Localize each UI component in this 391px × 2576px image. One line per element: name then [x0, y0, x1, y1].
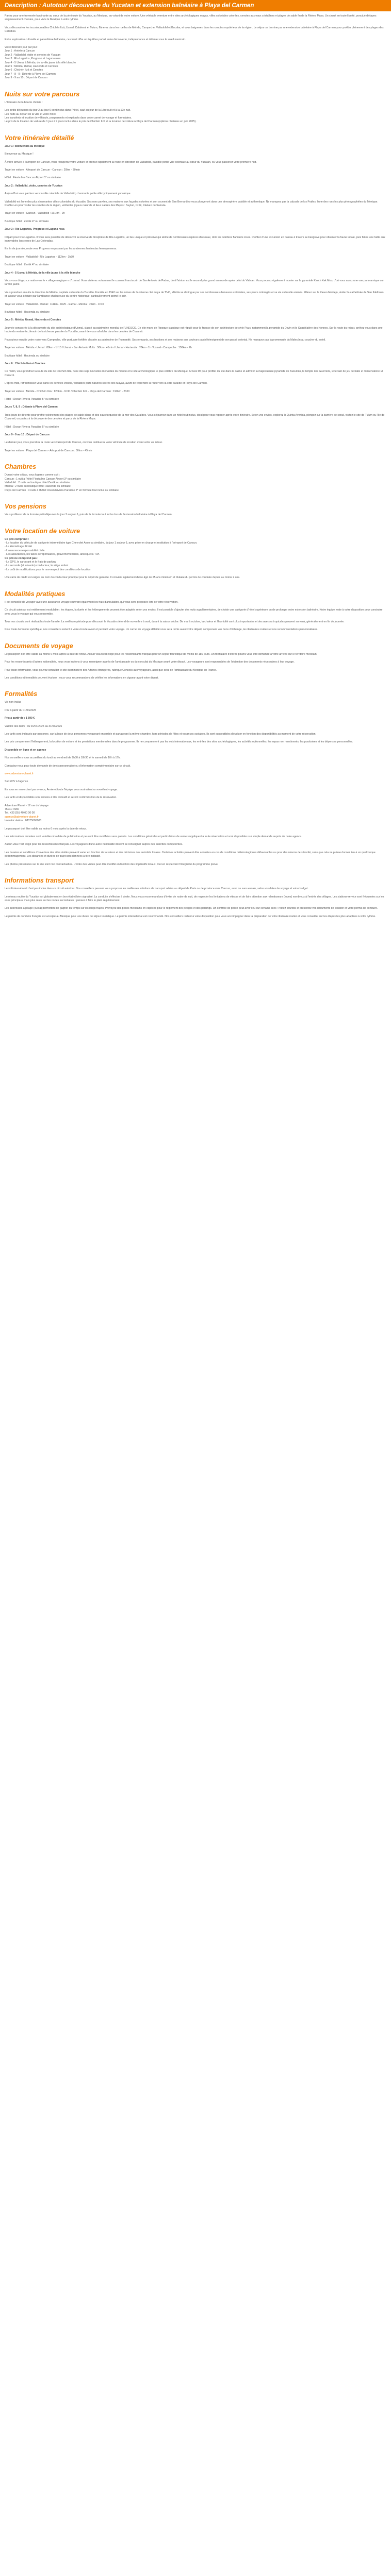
day-paragraph: Trajet en voiture : Mérida - Uxmal : 80km - 1h15 / Uxmal - San Antonio Mulix : 50km - 45min / Uxmal - Hacienda : 70km - 1h / Uxmal - Campeche : 150km - 2h: [5, 346, 192, 350]
section-heading-rooms: Chambres: [5, 463, 37, 471]
day-paragraph: Boutique hôtel : Zentik 4* ou similaire: [5, 219, 49, 223]
section-heading-itinerary: Votre itinéraire détaillé: [5, 134, 74, 142]
formalites-paragraph: Les prix comprennent l'hébergement, la location de voiture et les prestations mentionnées dans le programme. Ils ne comprennent pas les vols internationaux, les entrées des sites archéologiques, les activités optionnelles, les repas non mentionnés, les pourboires et les dépenses personnelles.: [5, 740, 353, 744]
program-line: Jour 2 : Valladolid, visite et cenotes de Yucatan: [5, 53, 61, 57]
modalites-paragraph: Pour toute demande spécifique, nos conseillers restent à votre écoute avant et pendant votre voyage. Un carnet de voyage détaillé vous sera remis avant votre départ, comprenant vos bons d'échange, les itinéraires routiers et nos recommandations personnalisées.: [5, 628, 318, 632]
itinerary-day: [5, 433, 386, 453]
itinerary-day: [5, 362, 386, 401]
day-paragraph: Aujourd'hui vous partirez vers la ville coloniale de Valladolid, charmante petite ville typiquement yucatèque.: [5, 192, 132, 196]
section-heading-documents: Documents de voyage: [5, 642, 73, 650]
car-line: - La location du véhicule de catégorie intermédiaire type Chevrolet Aveo ou similaire, du jour 1 au jour 6, avec prise en charge et restitution à l'aéroport de Cancun.: [5, 541, 198, 545]
itinerary-day: [5, 405, 386, 429]
day-paragraph: À votre arrivée à l'aéroport de Cancun, vous récupérez votre voiture et prenez rapidement la route en direction de Valladolid, paisible petite ville coloniale au cœur du Yucatán, où vous passerez votre première nuit.: [5, 160, 257, 164]
intro-paragraph: Partez pour une traversée fascinante au cœur de la péninsule du Yucatán, au Mexique, au volant de votre voiture. Une véritable aventure entre sites archéologiques mayas, villes coloniales colorées, cenotes aux eaux cristallines et plages de sable fin de la Riviera Maya. Un circuit en toute liberté, ponctué d'étapes soigneusement choisies, pour vivre le Mexique à votre rythme.: [5, 14, 377, 22]
email-link[interactable]: agence@adventure-planet.fr: [5, 815, 39, 819]
car-line: - Le GPS, le carburant et le frais de parking: [5, 561, 56, 564]
intro-paragraph: Entre exploration culturelle et parenthèse balnéaire, ce circuit offre un équilibre parfait entre découverte, indépendance et détente sous le soleil mexicain.: [5, 38, 186, 41]
program-line: Votre itinéraire jour par jour :: [5, 46, 39, 49]
program-line: Jour 1 : Arrivée à Cancun: [5, 49, 35, 53]
rooms-line: Cancun : 1 nuit à l'hôtel Fiesta Inn Cancun Airport 3* ou similaire: [5, 477, 82, 481]
car-line: - L'assurance responsabilité civile: [5, 549, 45, 552]
contact-paragraph: Sur RDV à l'agence: [5, 780, 28, 784]
legal-paragraph: Le passeport doit être valide au moins 6 mois après la date de retour.: [5, 827, 87, 831]
legal-paragraph: Les photos présentées sur le site sont non contractuelles. L'ordre des visites peut être modifié en fonction des impératifs locaux, tout en respectant l'intégralité du programme prévu.: [5, 862, 219, 866]
intro-paragraph: Vous découvrirez les incontournables Chichén Itzá, Uxmal, Calakmul et Tulum, flânerez dans les ruelles de Mérida, Campeche, Valladolid et Bacalar, et vous baignerez dans les cenotes mystérieux de la région. Le séjour se termine par une extension balnéaire à Playa del Carmen pour profiter pleinement des plages des Caraïbes.: [5, 26, 384, 33]
car-line: - Le kilométrage illimité: [5, 545, 32, 549]
modalites-paragraph: Il est conseillé de voyager avec une assurance voyage couvrant également les frais d'annulation, qui vous sera proposée lors de votre réservation.: [5, 600, 178, 604]
day-paragraph: Trajet en voiture : Mérida - Chichén Itzá : 120km - 1h30 / Chichén Itzá - Playa del Carmen : 190km - 2h30: [5, 389, 130, 393]
modalites-paragraph: Ce circuit autotour est entièrement modulable : les étapes, la durée et les hébergements peuvent être adaptés selon vos envies. Il est possible d'ajouter des nuits supplémentaires, de choisir une catégorie d'hôtel supérieure ou de prolonger votre extension balnéaire. Notre équipe reste à votre disposition pour construire avec vous le voyage qui vous ressemble.: [5, 608, 383, 616]
transport-section: [5, 887, 386, 919]
rooms-line: Valladolid : 2 nuits au boutique hôtel Zentik ou similaire: [5, 481, 70, 484]
day-paragraph: L'après-midi, rafraîchissez-vous dans les cenotes voisins, véritables puits naturels sacrés des Mayas, avant de reprendre la route vers la côte caraïbe et Playa del Carmen.: [5, 382, 208, 385]
page-title: Description : Autotour découverte du Yucatan et extension balnéaire à Playa del Carmen: [0, 0, 391, 11]
documents-paragraph: Les conditions et formalités peuvent évoluer ; nous vous recommandons de vérifier les informations en vigueur avant votre départ.: [5, 676, 159, 680]
transport-paragraph: Le vol international n'est pas inclus dans ce circuit autotour. Nos conseillers peuvent vous proposer les meilleures solutions de transport aérien au départ de Paris ou de province vers Cancun, avec ou sans escale, selon vos dates de voyage et votre budget.: [5, 887, 308, 891]
itinerary-day: [5, 228, 386, 267]
rooms-line: Mérida : 2 nuits au boutique hôtel Hacienda ou similaire: [5, 485, 71, 488]
contact-section: [5, 749, 386, 823]
pension-paragraph: Vous profiterez de la formule petit-déjeuner du jour 2 au jour 6, puis de la formule tout inclus lors de l'extension balnéaire à Playa del Carmen.: [5, 513, 173, 517]
section-heading-car: Votre location de voiture: [5, 527, 80, 535]
section-heading-modalites: Modalités pratiques: [5, 590, 66, 598]
section-heading-transport: Informations transport: [5, 877, 74, 885]
itinerary-day: [5, 184, 386, 224]
car-line: Ce prix comprend :: [5, 537, 29, 541]
day-paragraph: Trois jours de détente pour profiter pleinement des plages de sable blanc et des eaux turquoise de la mer des Caraïbes. Vous séjournez dans un hôtel tout inclus, idéal pour vous reposer après votre itinéraire. Selon vos envies, explorez la Quinta Avenida, plongez sur la barrière de corail, visitez le site de Tulum ou l'île de Cozumel, ou partez à la découverte des cenotes et parcs de la Riviera Maya.: [5, 413, 385, 421]
legal-section: [5, 827, 386, 867]
section-heading-pension: Vos pensions: [5, 503, 46, 511]
rooms-line: Playa del Carmen : 3 nuits à l'hôtel Ocean Riviera Paradise 5* en formule tout inclus ou similaire: [5, 488, 119, 492]
formalites-section: [5, 701, 386, 744]
nights-line: Le prix de la location de voiture de 1 jour à 9 jours inclus dans le prix de Chichén Itzá et la location de voiture à Playa del Carmen (options réalisées en juin 2025).: [5, 120, 197, 124]
day-paragraph: Vous prendrez ensuite la direction de Mérida, capitale culturelle du Yucatán. Fondée en 1542 sur les ruines de l'ancienne cité maya de T'Hó, Mérida se distingue par ses nombreuses demeures coloniales, ses parcs ombragés et sa vie culturelle animée. Flânez sur le Paseo Montejo, visitez la cathédrale de San Ildefonso et laissez-vous séduire par l'ambiance chaleureuse du centre historique, particulièrement animé le soir.: [5, 291, 384, 298]
website-link[interactable]: www.adventure-planet.fr: [5, 772, 34, 775]
day-paragraph: Trajet en voiture : Valladolid - Izamal : 111km - 1h25 - Izamal - Mérida : 70km - 1h10: [5, 302, 104, 306]
documents-paragraph: Pour toute information, vous pouvez consulter le site du ministère des Affaires étrangères, rubrique Conseils aux voyageurs, ainsi que celui de l'ambassade du Mexique en France.: [5, 668, 217, 672]
car-line: - La seconde (et suivants) conducteur, le siège enfant: [5, 564, 69, 568]
contact-paragraph: Contactez-nous pour toute demande de devis personnalisé ou d'information complémentaire sur ce circuit.: [5, 764, 131, 768]
program-line: Jour 6 : Chichén Itzá et Cenotes: [5, 69, 43, 72]
day-paragraph: Vous vous dirigez ce matin vers le « village magique » d'Izamal. Vous visiterez notamment le couvent franciscain de San Antonio de Padua, dont l'atrium est le second plus grand au monde après celui du Vatican. Vous pourrez également monter sur la pyramide Kinich Kak Moo, d'où vous aurez une vue panoramique sur la ville jaune.: [5, 279, 384, 286]
transport-paragraph: Le réseau routier du Yucatán est globalement en bon état et bien signalisé. La conduite s'effectue à droite. Nous vous recommandons d'éviter de rouler de nuit, de respecter les limitations de vitesse et de faire attention aux ralentisseurs (topes) nombreux à l'entrée des villages. Les stations-service sont fréquentes sur les axes principaux mais plus rares sur les routes secondaires : pensez à faire le plein régulièrement.: [5, 895, 384, 902]
day-paragraph: Le dernier jour, vous prendrez la route vers l'aéroport de Cancun, où vous restituerez votre véhicule de location avant votre vol retour.: [5, 441, 163, 445]
day-heading: Jour 6 : Chichén Itzá et Cenotes: [5, 362, 45, 365]
nights-lines: [5, 109, 386, 124]
day-paragraph: Départ pour Río Lagartos. Il vous sera possible de découvrir la réserve de biosphère de Ría Lagartos, un lieu unique et préservé qui abrite de nombreuses espèces d'oiseaux, dont les célèbres flamants roses. Profitez d'une excursion en bateau à travers la mangrove pour observer la faune locale, puis faites une halte aux incroyables lacs roses de Las Coloradas.: [5, 235, 385, 243]
car-line: - Les assurances, les taxes aéroportuaires, gouvernementales, ainsi que la TVA: [5, 553, 100, 556]
day-heading: Jour 4 - 5 Uxmal à Mérida, de la ville jaune à la ville blanche: [5, 271, 80, 275]
section-heading-nights: Nuits sur votre parcours: [5, 90, 80, 98]
nights-line: Les petits déjeuners du jour 2 au jour 6 sont inclus dans l'hôtel, sauf au jour de la 1ère nuit et à la 10e nuit.: [5, 109, 131, 112]
transport-paragraph: Les autoroutes à péage (cuota) permettent de gagner du temps sur les longs trajets. Prévoyez des pesos mexicains en espèces pour le règlement des péages et des parkings. Un contrôle de police peut avoir lieu sur certains axes : restez courtois et présentez vos documents de location et votre permis de conduire.: [5, 907, 378, 910]
car-line: - Le coût de modifications pour le non-respect des conditions de location: [5, 568, 91, 571]
price-from: Prix à partir de : 1 590 €: [5, 717, 35, 720]
itinerary-day: [5, 318, 386, 358]
day-paragraph: Valladolid est l'une des plus charmantes villes coloniales du Yucatán. Ses rues pavées, ses maisons aux façades colorées et son couvent de San Bernardino vous plongeront dans une atmosphère paisible et authentique. Ne manquez pas la calzada de los Frailes, l'une des rues les plus photographiées du Mexique. Profitez-en pour visiter les cenotes de la région, véritables joyaux naturels et lieux sacrés des Mayas : Suytun, Ik Kil, Xkeken ou Samula.: [5, 200, 378, 207]
day-paragraph: Boutique hôtel : Hacienda ou similaire: [5, 311, 50, 314]
car-paragraph: Une carte de crédit est exigée au nom du conducteur principal pour le dépôt de garantie. Il convient également d'être âgé de 25 ans minimum et titulaire du permis de conduire depuis au moins 2 ans.: [5, 576, 240, 580]
intro: [5, 14, 386, 42]
day-paragraph: Trajet en voiture : Aéroport de Cancun - Cancun : 20km - 30min: [5, 168, 80, 172]
agency-line: Adventure Planet - 12 rue du Voyage: [5, 804, 49, 807]
program-line: Jour 3 : Río Lagartos, Progreso et Laguna rosa: [5, 57, 61, 61]
day-paragraph: Hôtel : Ocean Riviera Paradise 5* ou similaire: [5, 425, 59, 429]
day-paragraph: Poursuivez ensuite votre route vers Campeche, ville portuaire fortifiée classée au patrimoine de l'humanité. Ses remparts, ses bastions et ses maisons aux couleurs pastel témoignent de son passé colonial. Ne manquez pas la promenade du Malecón au coucher du soleil.: [5, 338, 326, 342]
nights-paragraph: L'itinéraire de la boucle choisie :: [5, 100, 43, 104]
documents-paragraph: Pour les ressortissants d'autres nationalités, nous vous invitons à vous renseigner auprès de l'ambassade ou du consulat du Mexique avant votre départ. Les voyageurs sont responsables de l'obtention des documents nécessaires à leur voyage.: [5, 660, 295, 664]
nights-line: Les nuits au départ de la ville et votre hôtel.: [5, 112, 57, 116]
itinerary-day: [5, 272, 386, 315]
contact-label: Disponible en ligne et en agence: [5, 748, 46, 752]
itinerary-day: [5, 145, 386, 180]
contact-paragraph: Les tarifs et disponibilités sont donnés à titre indicatif et seront confirmés lors de la réservation.: [5, 796, 117, 800]
legal-paragraph: Les horaires et conditions d'ouverture des sites visités peuvent varier en fonction de la saison et des décisions des autorités locales. Certaines activités peuvent être annulées en cas de conditions météorologiques défavorables ou pour des raisons de sécurité, sans que cela ne puisse donner lieu à un quelconque dédommagement. Les distances et durées de trajet sont données à titre indicatif.: [5, 851, 376, 858]
modalites-paragraph: Tous nos circuits sont réalisables toute l'année. La meilleure période pour découvrir le Yucatán s'étend de novembre à avril, durant la saison sèche. De mai à octobre, la chaleur et l'humidité sont plus importantes et des averses tropicales peuvent survenir, généralement en fin de journée.: [5, 620, 345, 623]
formalites-paragraph: Les tarifs sont indiqués par personne, sur la base de deux personnes voyageant ensemble et partageant la même chambre, hors périodes de fêtes et vacances scolaires. Ils sont susceptibles d'évoluer en fonction des disponibilités au moment de votre réservation.: [5, 732, 316, 736]
rooms-section: [5, 473, 386, 493]
contact-paragraph: En vous en remerciant par avance, Annie et toute l'équipe vous souhaitent un excellent voyage.: [5, 788, 118, 791]
nights-section: [5, 101, 386, 124]
agency-line: 75011 Paris: [5, 808, 19, 811]
day-paragraph: En fin de journée, route vers Progreso en passant par les anciennes haciendas henequeneras.: [5, 247, 117, 251]
day-paragraph: Journée consacrée à la découverte du site archéologique d'Uxmal, classé au patrimoine mondial de l'UNESCO. Ce site maya de l'époque classique est réputé pour la finesse de son architecture de style Puuc, notamment la pyramide du Devin et le Quadrilatère des Nonnes. Sur la route du retour, arrêtez-vous dans une hacienda restaurée, témoin de la richesse passée du Yucatán, avant de vous rafraîchir dans les cenotes de Cuzamá.: [5, 326, 383, 334]
formalites-paragraph: Prix à partir du 01/04/2025: [5, 708, 37, 712]
day-paragraph: Trajet en voiture : Valladolid - Río Lagartos - 112km - 1h30: [5, 255, 74, 259]
day-paragraph: Bienvenue au Mexique !: [5, 152, 34, 156]
program-line: Jour 4 - 5 Uxmal à Mérida, de la ville jaune à la ville blanche: [5, 61, 76, 64]
transport-paragraph: Le permis de conduire français est accepté au Mexique pour une durée de séjour touristique. Le permis international est recommandé. Nos conseillers restent à votre disposition pour vous accompagner dans la préparation de votre itinéraire routier et vous conseiller sur les étapes les plus adaptées à votre rythme.: [5, 914, 376, 918]
day-paragraph: Trajet en voiture : Playa del Carmen - Aéroport de Cancun : 50km - 45min: [5, 449, 92, 452]
section-heading-formalites: Formalités: [5, 690, 38, 698]
agency-address: [5, 804, 386, 823]
main-content: [0, 11, 391, 919]
program-line: Jour 5 : Mérida, Uxmal, Hacienda et Cenotes: [5, 65, 58, 69]
formalites-paragraph: Validité des tarifs : du 01/04/2025 au 31/03/2026: [5, 724, 62, 728]
program-list: [5, 46, 386, 80]
documents-paragraph: Le passeport doit être valide au moins 6 mois après la date de retour. Aucun visa n'est exigé pour les ressortissants français pour un séjour touristique de moins de 180 jours. Un formulaire d'entrée pourra vous être demandé à votre arrivée sur le territoire mexicain.: [5, 652, 318, 656]
car-section: [5, 538, 386, 572]
legal-paragraph: Les informations données sont valables à la date de publication et peuvent être modifiées sans préavis. Les conditions générales et particulières de vente s'appliquent à toute réservation et sont disponibles sur simple demande auprès de notre agence.: [5, 835, 302, 839]
day-paragraph: Boutique hôtel : Hacienda ou similaire: [5, 354, 50, 358]
nights-line: Les transferts et location de véhicule, programmés et expliqués dans votre carnet de voyage et formulaires.: [5, 116, 132, 120]
rooms-line: Durant votre séjour, vous logerez comme suit :: [5, 473, 60, 477]
program-line: Jour 7 - 8 - 9 : Detente à Playa del Carmen: [5, 72, 56, 76]
day-paragraph: Trajet en voiture : Cancun - Valladolid : 161km - 2h: [5, 212, 65, 215]
formalites-paragraph: Vol non inclus: [5, 701, 22, 704]
agency-line: Immatriculation : IM075000000: [5, 819, 42, 823]
itinerary-days: [5, 145, 386, 453]
day-heading: Jour 5 : Mérida, Uxmal, Hacienda et Cenotes: [5, 318, 61, 322]
day-heading: Jours 7, 8, 9 : Détente à Playa del Carmen: [5, 405, 58, 409]
legal-paragraph: Aucun visa n'est exigé pour les ressortissants français. Les voyageurs d'une autre nationalité doivent se renseigner auprès des autorités compétentes.: [5, 843, 183, 846]
day-heading: Jour 2 : Valladolid, visite, cenotes de Yucatan: [5, 184, 62, 188]
day-paragraph: Boutique hôtel : Zentik 4* ou similaire: [5, 263, 49, 267]
day-heading: Jour 3 : Río Lagartos, Progreso et Laguna rosa: [5, 228, 64, 231]
day-heading: Jour 1 : Bienvenida au Mexique: [5, 144, 45, 148]
documents-section: [5, 653, 386, 681]
day-paragraph: Hôtel : Ocean Riviera Paradise 5* ou similaire: [5, 397, 59, 401]
agency-line: Tél. +33 (0)1 40 00 00 00: [5, 811, 35, 815]
modalites-section: [5, 601, 386, 632]
day-heading: Jour 9 - 9 au 10 : Départ de Cancun: [5, 433, 50, 436]
car-line: Ce prix ne comprend pas :: [5, 556, 39, 560]
contact-paragraph: Nos conseillers vous accueillent du lundi au vendredi de 9h30 à 18h30 et le samedi de 10h à 17h.: [5, 756, 121, 760]
day-paragraph: Ce matin, vous prendrez la route du site de Chichén Itzá, l'une des sept nouvelles merveilles du monde et le site archéologique le plus célèbre du Mexique. Arrivez tôt pour profiter du site dans le calme et admirer la majestueuse pyramide de Kukulcán, le temple des Guerriers, le terrain de jeu de balle et l'observatoire El Caracol.: [5, 370, 383, 377]
program-line: Jour 9 - 9 au 10 : Départ de Cancun: [5, 76, 47, 80]
day-paragraph: Hôtel : Fiesta Inn Cancun Airport 3* ou similaire: [5, 176, 61, 180]
